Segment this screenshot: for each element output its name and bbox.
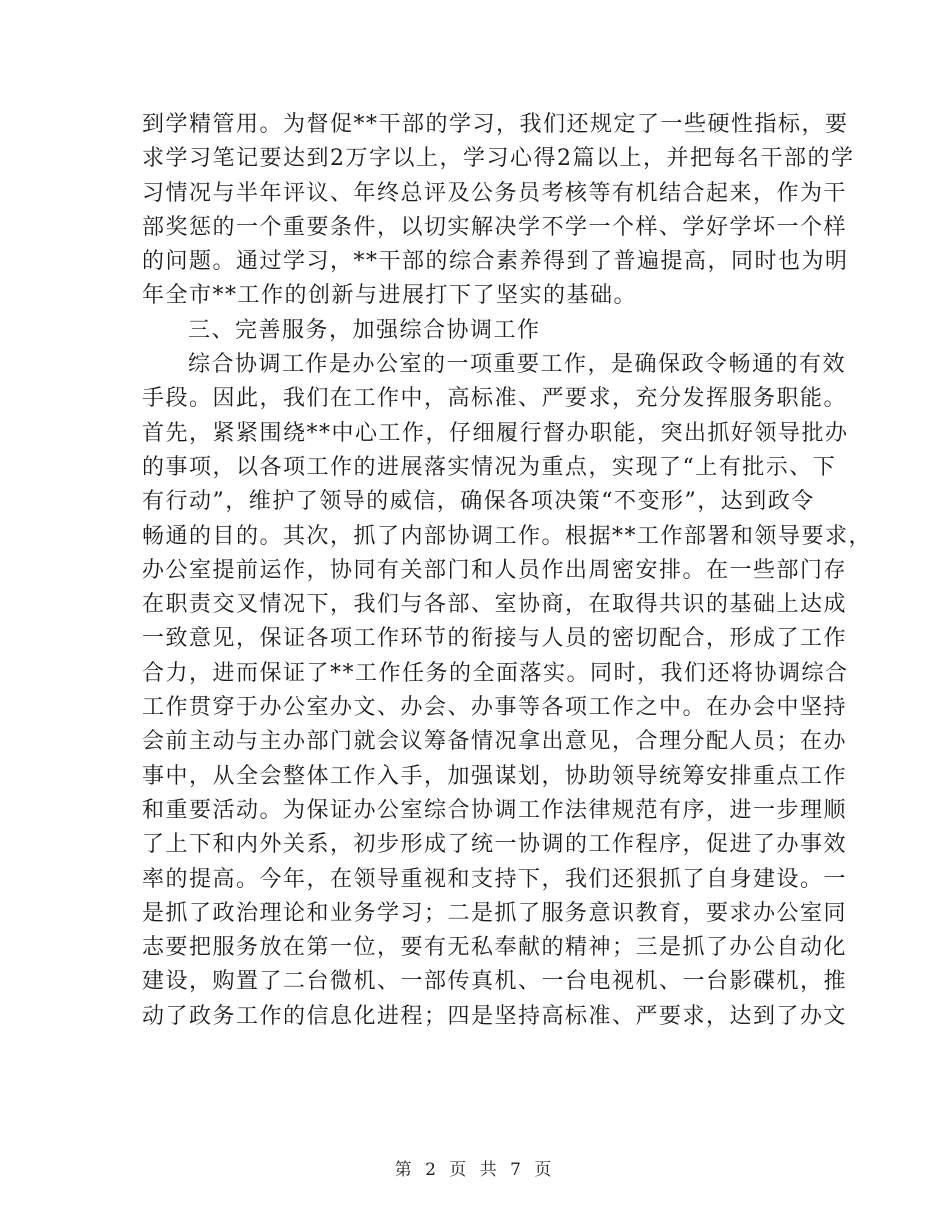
text-line: 志要把服务放在第一位，要有无私奉献的精神；三是抓了办公自动化 bbox=[142, 935, 848, 961]
text-line: 一致意见，保证各项工作环节的衔接与人员的密切配合，形成了工作 bbox=[142, 626, 848, 652]
text-line: 年全市**工作的创新与进展打下了坚实的基础。 bbox=[142, 283, 638, 309]
text-line: 事中，从全会整体工作入手，加强谋划，协助领导统筹安排重点工作 bbox=[142, 763, 848, 789]
text-line: 合力，进而保证了**工作任务的全面落实。同时，我们还将协调综合 bbox=[142, 660, 849, 686]
text-line: 动了政务工作的信息化进程；四是坚持高标准、严要求，达到了办文 bbox=[142, 1003, 848, 1029]
text-line: 在职责交叉情况下，我们与各部、室协商，在取得共识的基础上达成 bbox=[142, 592, 848, 618]
text-line: 有行动”，维护了领导的威信，确保各项决策“不变形”，达到政令 bbox=[142, 489, 815, 515]
text-line: 了上下和内外关系，初步形成了统一协调的工作程序，促进了办事效 bbox=[142, 832, 848, 858]
text-line: 是抓了政治理论和业务学习；二是抓了服务意识教育，要求办公室同 bbox=[142, 900, 848, 926]
text-line: 和重要活动。为保证办公室综合协调工作法律规范有序，进一步理顺 bbox=[142, 797, 848, 823]
text-line: 到学精管用。为督促**干部的学习，我们还规定了一些硬性指标，要 bbox=[142, 112, 849, 137]
text-line: 手段。因此，我们在工作中，高标准、严要求，充分发挥服务职能。 bbox=[142, 386, 848, 412]
text-line: 畅通的目的。其次，抓了内部协调工作。根据**工作部署和领导要求， bbox=[142, 523, 873, 549]
text-line: 求学习笔记要达到2万字以上，学习心得2篇以上，并把每名干部的学 bbox=[142, 146, 855, 172]
text-line: 会前主动与主办部门就会议筹备情况拿出意见，合理分配人员；在办 bbox=[142, 729, 848, 755]
page-number-footer: 第 2 页 共 7 页 bbox=[394, 1160, 556, 1180]
text-line: 率的提高。今年，在领导重视和支持下，我们还狠抓了自身建设。一 bbox=[142, 866, 848, 892]
paragraph-first-line: 综合协调工作是办公室的一项重要工作，是确保政令畅通的有效 bbox=[188, 352, 847, 378]
text-line: 的问题。通过学习，**干部的综合素养得到了普遍提高，同时也为明 bbox=[142, 249, 849, 275]
section-heading: 三、完善服务，加强综合协调工作 bbox=[188, 317, 541, 343]
text-line: 办公室提前运作，协同有关部门和人员作出周密安排。在一些部门存 bbox=[142, 557, 848, 583]
text-line: 工作贯穿于办公室办文、办会、办事等各项工作之中。在办会中坚持 bbox=[142, 695, 848, 721]
text-line: 部奖惩的一个重要条件，以切实解决学不学一个样、学好学坏一个样 bbox=[142, 214, 848, 240]
text-line: 的事项，以各项工作的进展落实情况为重点，实现了“上有批示、下 bbox=[142, 454, 837, 480]
text-line: 建设，购置了二台微机、一部传真机、一台电视机、一台影碟机，推 bbox=[142, 969, 848, 995]
body-text bbox=[142, 108, 873, 1034]
text-line: 习情况与半年评议、年终总评及公务员考核等有机结合起来，作为干 bbox=[142, 180, 848, 206]
text-line: 首先，紧紧围绕**中心工作，仔细履行督办职能，突出抓好领导批办 bbox=[142, 420, 849, 446]
